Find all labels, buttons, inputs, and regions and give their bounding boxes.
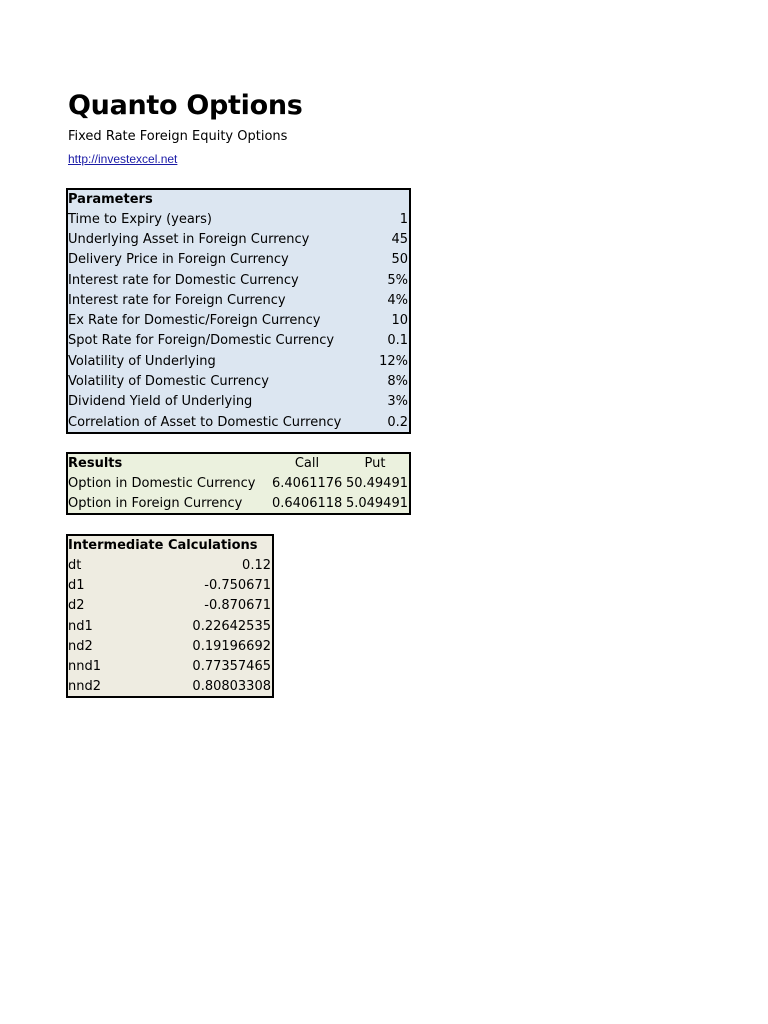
page-subtitle: Fixed Rate Foreign Equity Options (68, 129, 288, 144)
result-row[interactable] (68, 493, 409, 513)
parameter-label: Delivery Price in Foreign Currency (68, 252, 289, 268)
parameter-value[interactable]: 0.1 (387, 333, 408, 349)
parameter-label: Correlation of Asset to Domestic Currency (68, 414, 342, 430)
parameter-value[interactable]: 3% (387, 394, 408, 410)
parameter-label: Interest rate for Foreign Currency (68, 292, 286, 308)
parameter-row[interactable] (68, 270, 409, 290)
results-table (66, 452, 411, 515)
parameters-table (66, 188, 411, 434)
parameter-value[interactable]: 8% (387, 374, 408, 390)
parameter-label: Spot Rate for Foreign/Domestic Currency (68, 333, 335, 349)
calc-label: d2 (68, 598, 85, 614)
call-value[interactable]: 0.6406118 (272, 495, 343, 511)
result-label: Option in Foreign Currency (68, 495, 243, 511)
parameter-label: Volatility of Domestic Currency (68, 374, 269, 390)
put-column-header: Put (364, 456, 386, 471)
parameter-label: Dividend Yield of Underlying (68, 394, 253, 410)
calc-label: nd2 (68, 638, 93, 654)
calc-row[interactable] (68, 555, 272, 575)
calc-label: nnd2 (68, 679, 102, 695)
calc-label: dt (68, 557, 82, 573)
call-value[interactable]: 6.4061176 (272, 475, 343, 491)
calc-row[interactable] (68, 677, 272, 697)
results-heading-row (68, 454, 409, 473)
result-row[interactable] (68, 473, 409, 493)
parameter-row[interactable] (68, 250, 409, 270)
parameter-value[interactable]: 4% (387, 292, 408, 308)
parameter-label: Time to Expiry (years) (68, 211, 212, 227)
result-label: Option in Domestic Currency (68, 475, 256, 491)
investexcel-link[interactable]: http://investexcel.net (68, 152, 178, 166)
parameter-value[interactable]: 5% (387, 272, 408, 288)
calc-row[interactable] (68, 596, 272, 616)
parameter-label: Ex Rate for Domestic/Foreign Currency (68, 313, 321, 329)
call-column-header: Call (294, 456, 320, 471)
calc-label: nnd1 (68, 659, 102, 675)
parameter-row[interactable] (68, 331, 409, 351)
parameter-row[interactable] (68, 392, 409, 412)
put-value[interactable]: 50.49491 (345, 475, 408, 491)
parameter-row[interactable] (68, 351, 409, 371)
page-title: Quanto Options (68, 90, 303, 121)
calc-row[interactable] (68, 616, 272, 636)
calc-row[interactable] (68, 656, 272, 676)
calc-value[interactable]: 0.12 (242, 557, 271, 573)
calc-value[interactable]: -0.750671 (204, 577, 271, 593)
parameter-value[interactable]: 50 (391, 252, 408, 268)
parameter-row[interactable] (68, 371, 409, 391)
put-value[interactable]: 5.049491 (345, 495, 408, 511)
parameter-value[interactable]: 10 (391, 313, 408, 329)
parameter-row[interactable] (68, 229, 409, 249)
calc-label: d1 (68, 577, 85, 593)
calc-label: nd1 (68, 618, 93, 634)
calc-value[interactable]: 0.22642535 (192, 618, 271, 634)
parameter-value[interactable]: 45 (391, 231, 408, 247)
parameters-heading-row (68, 190, 409, 209)
intermediate-heading-row (68, 536, 272, 555)
parameter-row[interactable] (68, 412, 409, 432)
parameters-heading: Parameters (68, 192, 153, 207)
parameter-value[interactable]: 1 (399, 211, 408, 227)
parameter-value[interactable]: 0.2 (387, 414, 408, 430)
parameter-label: Underlying Asset in Foreign Currency (68, 231, 310, 247)
parameter-row[interactable] (68, 209, 409, 229)
intermediate-heading: Intermediate Calculations (68, 538, 258, 553)
parameter-label: Interest rate for Domestic Currency (68, 272, 299, 288)
parameter-row[interactable] (68, 310, 409, 330)
calc-value[interactable]: 0.80803308 (192, 679, 271, 695)
calc-value[interactable]: 0.77357465 (192, 659, 271, 675)
parameter-row[interactable] (68, 290, 409, 310)
calc-value[interactable]: 0.19196692 (192, 638, 271, 654)
calc-value[interactable]: -0.870671 (204, 598, 271, 614)
results-heading: Results (68, 456, 123, 471)
calc-row[interactable] (68, 575, 272, 595)
intermediate-calculations-table (66, 534, 274, 698)
calc-row[interactable] (68, 636, 272, 656)
parameter-value[interactable]: 12% (379, 353, 408, 369)
parameter-label: Volatility of Underlying (68, 353, 216, 369)
